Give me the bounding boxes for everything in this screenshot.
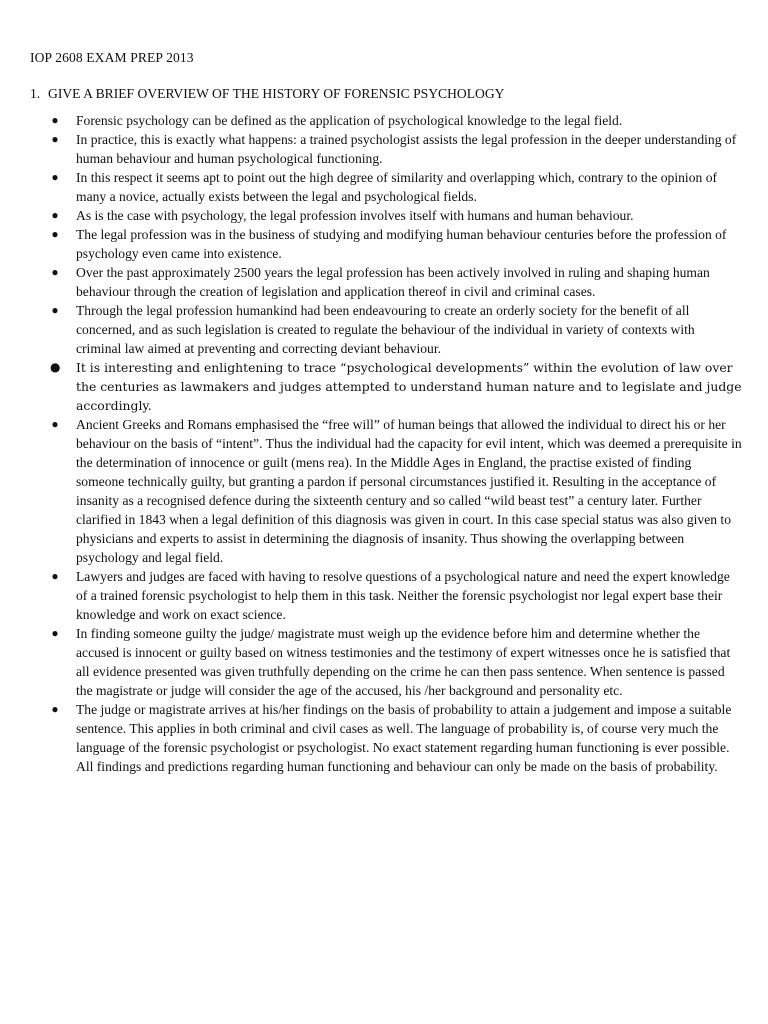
bullet-icon: ●	[51, 113, 59, 127]
list-item-text: In finding someone guilty the judge/ magistrate must weigh up the evidence before him and determine whether the accused is innocent or guilty based on witness testimonies and the testimony of expert witnesses once he is satisfied that all evidence presented was given truthfully depending on the crime he can then pass sentence. When sentence is passed the magistrate or judge will consider the age of the accused, his /her background and personality etc.	[76, 626, 731, 698]
bullet-icon: ●	[50, 360, 61, 374]
list-item	[30, 168, 742, 206]
bullet-icon: ●	[51, 227, 59, 241]
bullet-icon: ●	[51, 132, 59, 146]
list-item	[30, 130, 742, 168]
list-item-text: Lawyers and judges are faced with having to resolve questions of a psychological nature and need the expert knowledge of a trained forensic psychologist to help them in this task. Neither the forensic psychologist nor legal expert base their knowledge and work on exact science.	[76, 569, 730, 622]
bullet-icon: ●	[51, 303, 59, 317]
bullet-icon: ●	[51, 569, 59, 583]
list-item	[30, 567, 742, 624]
document-title: IOP 2608 EXAM PREP 2013	[30, 50, 194, 65]
list-item-text: Forensic psychology can be defined as the application of psychological knowledge to the legal field.	[76, 113, 623, 128]
question-text: GIVE A BRIEF OVERVIEW OF THE HISTORY OF FORENSIC PSYCHOLOGY	[48, 86, 505, 101]
question-number: 1.	[30, 86, 41, 101]
list-item-text: As is the case with psychology, the legal profession involves itself with humans and human behaviour.	[76, 208, 634, 223]
bullet-icon: ●	[51, 208, 59, 222]
bullet-icon: ●	[51, 265, 59, 279]
bullet-icon: ●	[51, 626, 59, 640]
bullet-icon: ●	[51, 702, 59, 716]
list-item-text: Through the legal profession humankind had been endeavouring to create an orderly society for the benefit of all concerned, and as such legislation is created to regulate the behaviour of the individual in variety of contexts with criminal law aimed at preventing and correcting deviant behaviour.	[76, 303, 695, 356]
document-page	[30, 48, 742, 776]
list-item-text: Ancient Greeks and Romans emphasised the “free will” of human beings that allowed the individual to direct his or her behaviour on the basis of “intent”. Thus the individual had the capacity for evil intent, which was deemed a prerequisite in the determination of innocence or guilt (mens rea). In the Middle Ages in England, the practise existed of finding someone technically guilty, but granting a pardon if personal circumstances justified it. Resulting in the acceptance of insanity as a recognised defence during the sixteenth century and so called “wild beast test” a century later. Further clarified in 1843 when a legal definition of this diagnosis was given in court. In this case special status was also given to physicians and experts to assist in determining the diagnosis of insanity. Thus showing the overlapping between psychology and legal field.	[76, 417, 742, 565]
question-heading	[30, 84, 742, 103]
list-item	[30, 111, 742, 130]
list-item	[30, 624, 742, 700]
list-item	[30, 358, 742, 415]
list-item	[30, 301, 742, 358]
list-item	[30, 206, 742, 225]
bullet-icon: ●	[51, 170, 59, 184]
list-item-text: The judge or magistrate arrives at his/her findings on the basis of probability to attain a judgement and impose a suitable sentence. This applies in both criminal and civil cases as well. The language of probability is, of course very much the language of the forensic psychologist or psychologist. No exact statement regarding human functioning is ever possible. All findings and predictions regarding human functioning and behaviour can only be made on the basis of probability.	[76, 702, 732, 774]
list-item-text: It is interesting and enlightening to trace “psychological developments” within the evolution of law over the centuries as lawmakers and judges attempted to understand human nature and to legislate and judge accordingly.	[76, 360, 742, 413]
list-item	[30, 700, 742, 776]
bullet-icon: ●	[51, 417, 59, 431]
bullet-list	[30, 111, 742, 776]
list-item	[30, 263, 742, 301]
list-item	[30, 415, 742, 567]
list-item-text: In practice, this is exactly what happens: a trained psychologist assists the legal profession in the deeper understanding of human behaviour and human psychological functioning.	[76, 132, 737, 166]
list-item-text: Over the past approximately 2500 years the legal profession has been actively involved in ruling and shaping human behaviour through the creation of legislation and application thereof in civil and criminal cases.	[76, 265, 710, 299]
list-item-text: In this respect it seems apt to point out the high degree of similarity and overlapping which, contrary to the opinion of many a novice, actually exists between the legal and psychological fields.	[76, 170, 718, 204]
list-item	[30, 225, 742, 263]
list-item-text: The legal profession was in the business of studying and modifying human behaviour centuries before the profession of psychology even came into existence.	[76, 227, 727, 261]
